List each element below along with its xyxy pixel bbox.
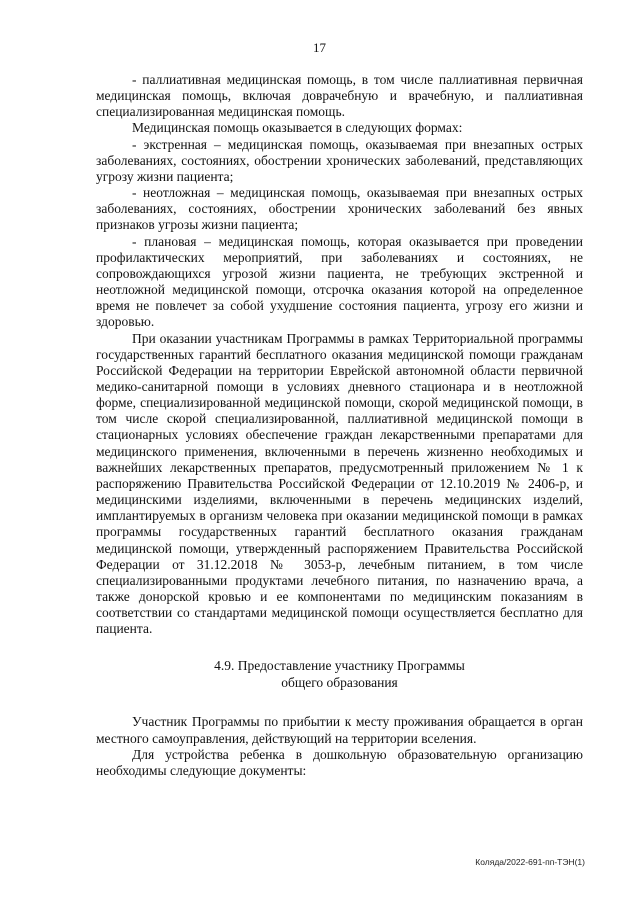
paragraph-urgent: - неотложная – медицинская помощь, оказываемая при внезапных острых заболеваниях, состояниях, обострении хронических заболеваний без явных признаков угрозы жизни пациента; xyxy=(96,185,583,233)
page-number: 17 xyxy=(313,40,326,55)
paragraph-forms-intro: Медицинская помощь оказывается в следующих формах: xyxy=(132,120,463,136)
paragraph-preschool: Для устройства ребенка в дошкольную образовательную организацию необходимы следующие документы: xyxy=(96,746,583,778)
paragraph-provision: При оказании участникам Программы в рамках Территориальной программы государственных гарантий бесплатного оказания медицинской помощи гражданам Российской Федерации на территории Еврейской автономной области первичной медико-санитарной помощи в условиях дневного стационара и в неотложной форме, специализированной медицинской помощи, скорой медицинской помощи, в том числе скорой специализированной, паллиативной медицинской помощи в стационарных условиях обеспечение граждан лекарственными препаратами для медицинского применения, включенными в перечень жизненно необходимых и важнейших лекарственных препаратов, предусмотренный приложением № 1 к распоряжению Правительства Российской Федерации от 12.10.2019 № 2406-р, и медицинскими изделиями, включенными в перечень медицинских изделий, имплантируемых в организм человека при оказании медицинской помощи в рамках программы государственных гарантий бесплатного оказания гражданам медицинской помощи, утвержденный распоряжением Правительства Российской Федерации от 31.12.2018 № 3053-р, лечебным питанием, в том числе специализированными продуктами лечебного питания, по назначению врача, а также донорской кровью и ее компонентами по медицинским показаниям в соответствии со стандартами медицинской помощи осуществляется бесплатно для пациента. xyxy=(96,330,583,637)
paragraph-arrival: Участник Программы по прибытии к месту проживания обращается в орган местного самоуправления, действующий на территории вселения. xyxy=(96,714,583,746)
paragraph-planned: - плановая – медицинская помощь, которая оказывается при проведении профилактических мероприятий, при заболеваниях и состояниях, не сопровождающихся угрозой жизни пациента, не требующих экстренной и неотложной медицинской помощи, отсрочка оказания которой на определенное время не повлечет за собой ухудшение состояния пациента, угрозу его жизни и здоровью. xyxy=(96,233,583,330)
section-heading-line2: общего образования xyxy=(281,674,398,690)
paragraph-emergency: - экстренная – медицинская помощь, оказываемая при внезапных острых заболеваниях, состояниях, обострении хронических заболеваний, представляющих угрозу жизни пациента; xyxy=(96,136,583,184)
document-code: Коляда/2022-691-пп-ТЭН(1) xyxy=(475,857,585,867)
section-heading xyxy=(96,658,583,691)
paragraph-palliative: - паллиативная медицинская помощь, в том числе паллиативная первичная медицинская помощь, включая доврачебную и врачебную, и паллиативная специализированная медицинская помощь. xyxy=(96,72,583,120)
document-body xyxy=(96,72,583,779)
section-heading-line1: 4.9. Предоставление участнику Программы xyxy=(214,658,465,674)
